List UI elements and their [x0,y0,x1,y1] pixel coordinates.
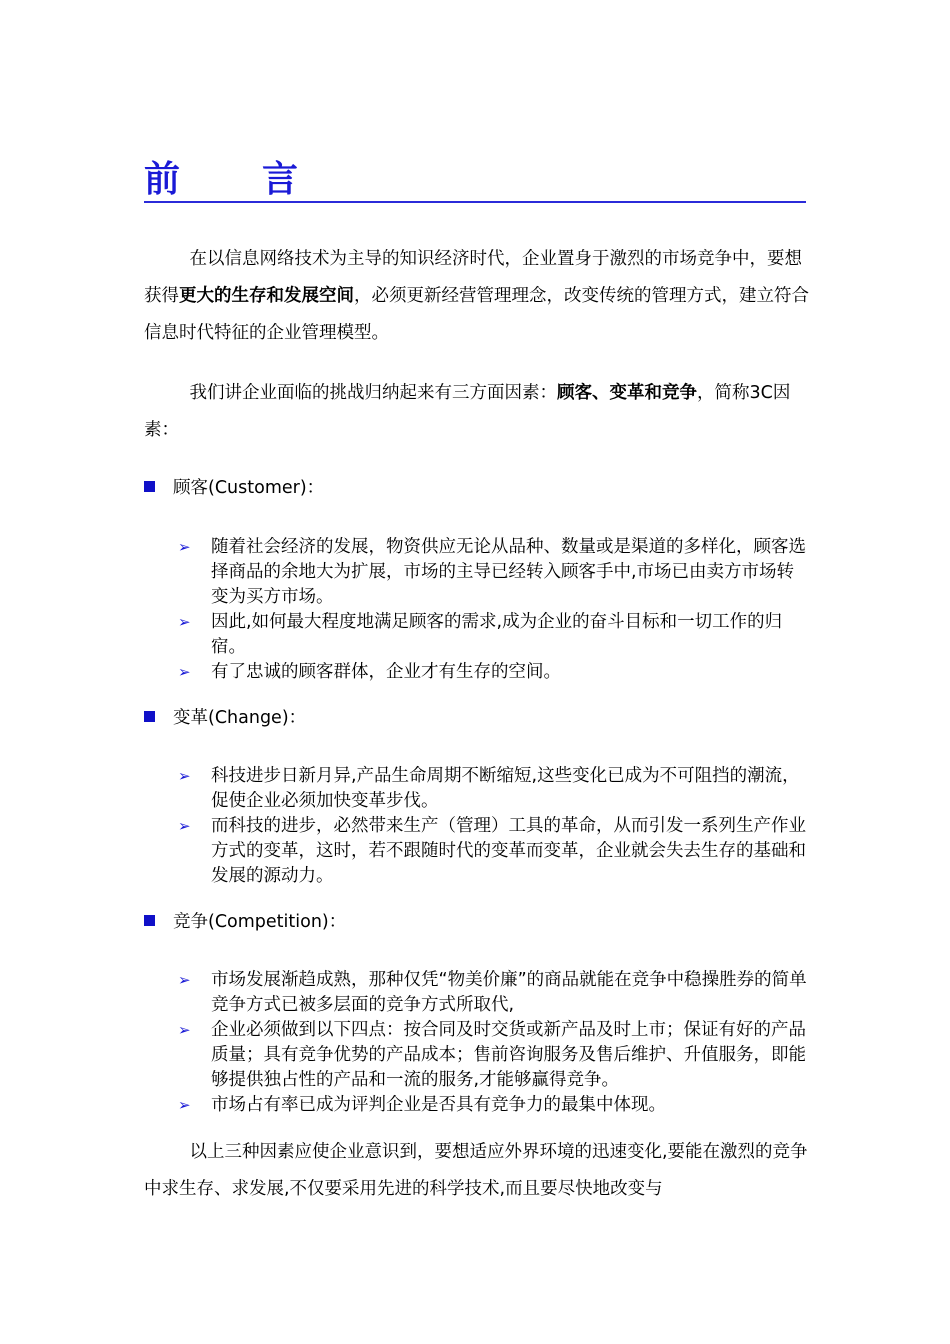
intro-p2-bold: 顾客、变革和竞争 [557,383,697,403]
competition-list [178,968,810,1118]
list-item-text: 而科技的进步，必然带来生产（管理）工具的革命，从而引发一系列生产作业方式的变革，这时，若不跟随时代的变革而变革，企业就会失去生存的基础和发展的源动力。 [211,816,806,886]
square-bullet-icon [144,711,155,722]
intro-p1-text: 在以信息网络技术为主导的知识经济时代，企业置身于激烈的市场竞争中，要想获得 [144,249,802,306]
page-title [144,156,300,204]
intro-p2-text-2: ，简称3C因素： [144,383,791,440]
section-title: 变革(Change)： [173,708,307,728]
intro-paragraph-2 [144,375,810,449]
section-heading-change [144,706,810,730]
list-item [178,1018,810,1093]
list-item-text: 有了忠诚的顾客群体，企业才有生存的空间。 [211,662,561,682]
title-char-2: 言 [262,159,301,200]
section-heading-customer [144,476,810,500]
list-item [178,535,810,610]
list-item [178,660,810,685]
arrow-bullet-icon: ➢ [178,817,191,835]
intro-p1-text-2: ，必须更新经营管理理念，改变传统的管理方式，建立符合信息时代特征的企业管理模型。 [144,286,809,343]
section-heading-competition [144,910,810,934]
intro-p2-text: 我们讲企业面临的挑战归纳起来有三方面因素： [189,383,557,403]
list-item-text: 企业必须做到以下四点：按合同及时交货或新产品及时上市；保证有好的产品质量；具有竞争优势的产品成本；售前咨询服务及售后维护、升值服务，即能够提供独占性的产品和一流的服务,才能够赢得竞争。 [211,1020,806,1090]
list-item [178,764,810,814]
section-title: 顾客(Customer)： [173,478,325,498]
arrow-bullet-icon: ➢ [178,663,191,681]
square-bullet-icon [144,915,155,926]
arrow-bullet-icon: ➢ [178,538,191,556]
list-item-text: 随着社会经济的发展，物资供应无论从品种、数量或是渠道的多样化，顾客选择商品的余地大为扩展，市场的主导已经转入顾客手中,市场已由卖方市场转变为买方市场。 [211,537,806,607]
intro-paragraph-1 [144,241,810,352]
arrow-bullet-icon: ➢ [178,971,191,989]
square-bullet-icon [144,481,155,492]
change-list [178,764,810,889]
list-item-text: 市场发展渐趋成熟，那种仅凭“物美价廉”的商品就能在竞争中稳操胜券的简单竞争方式已被多层面的竞争方式所取代, [211,970,807,1015]
section-title: 竞争(Competition)： [173,912,347,932]
list-item-text: 科技进步日新月异,产品生命周期不断缩短,这些变化已成为不可阻挡的潮流，促使企业必须加快变革步伐。 [211,766,800,811]
arrow-bullet-icon: ➢ [178,613,191,631]
list-item [178,1093,810,1118]
intro-p1-bold: 更大的生存和发展空间 [179,286,354,306]
arrow-bullet-icon: ➢ [178,1096,191,1114]
list-item [178,968,810,1018]
list-item [178,610,810,660]
customer-list [178,535,810,685]
title-divider [144,201,806,203]
arrow-bullet-icon: ➢ [178,1021,191,1039]
list-item-text: 因此,如何最大程度地满足顾客的需求,成为企业的奋斗目标和一切工作的归宿。 [211,612,783,657]
closing-paragraph: 以上三种因素应使企业意识到，要想适应外界环境的迅速变化,要能在激烈的竞争中求生存、求发展,不仅要采用先进的科学技术,而且要尽快地改变与 [144,1142,808,1199]
arrow-bullet-icon: ➢ [178,767,191,785]
title-char-1: 前 [144,159,183,200]
list-item-text: 市场占有率已成为评判企业是否具有竞争力的最集中体现。 [211,1095,666,1115]
list-item [178,814,810,889]
